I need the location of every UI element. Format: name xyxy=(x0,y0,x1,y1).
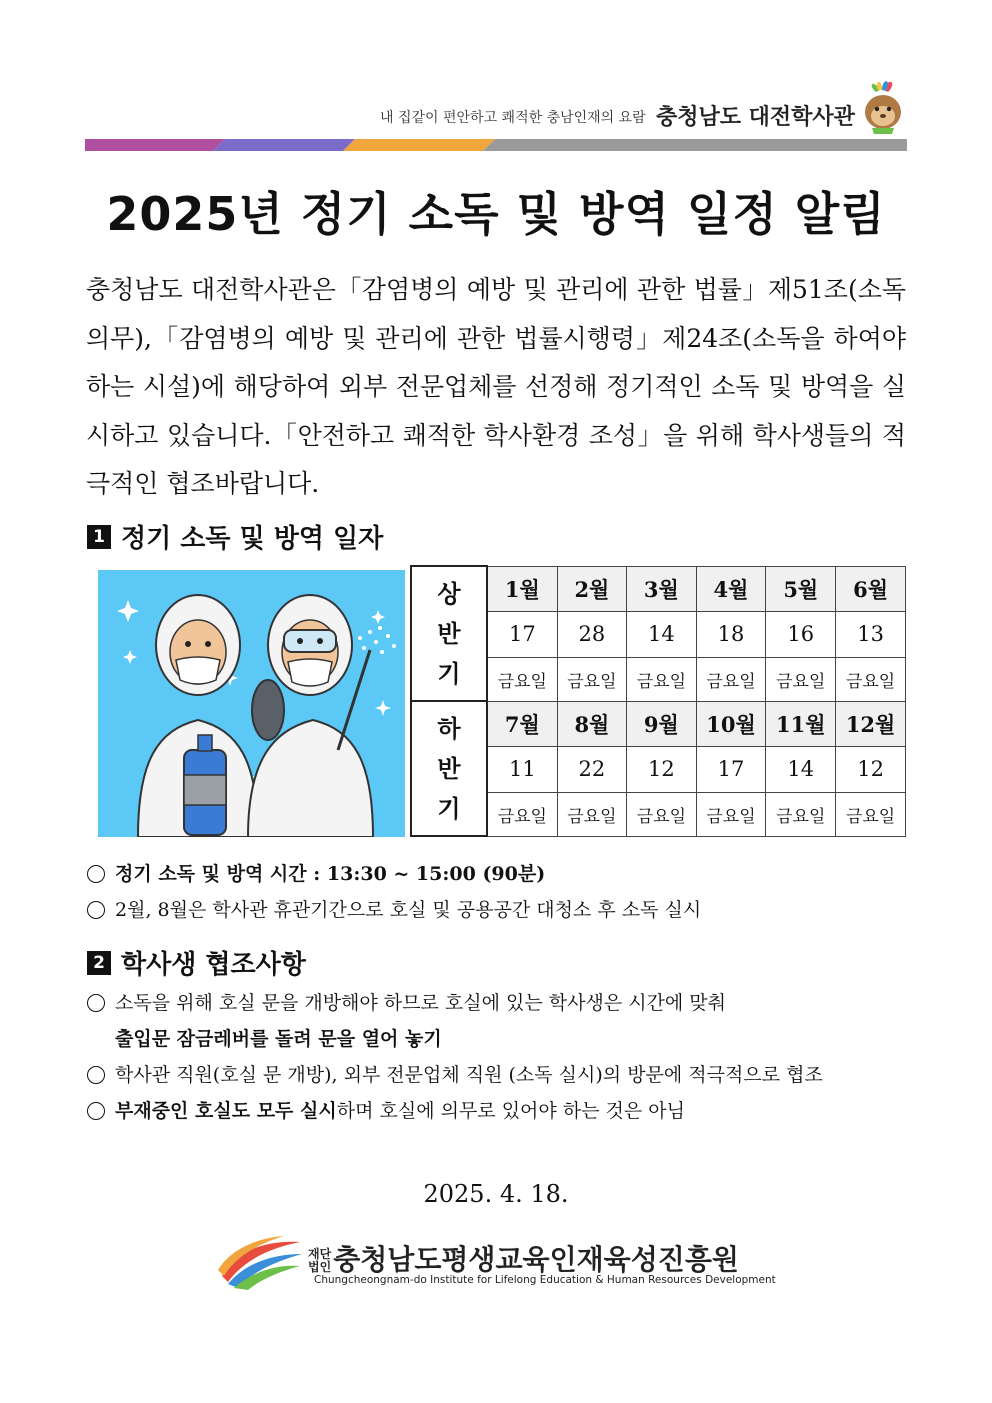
circle-bullet-icon xyxy=(87,901,105,919)
circle-bullet-icon xyxy=(87,1102,105,1120)
schedule-table xyxy=(410,565,906,837)
month-cell: 10월 xyxy=(696,701,766,746)
header-color-bar xyxy=(85,139,907,151)
cooperation-item: 소독을 위해 호실 문을 개방해야 하므로 호실에 있는 학사생은 시간에 맞춰 출입문 잠금레버를 돌려 문을 열어 놓기 xyxy=(87,985,907,1057)
note-item: 2월, 8월은 학사관 휴관기간으로 호실 및 공용공간 대청소 후 소독 실시 xyxy=(87,892,907,928)
month-cell: 11월 xyxy=(766,701,836,746)
day-cell: 16 xyxy=(766,611,836,657)
weekday-cell: 금요일 xyxy=(487,792,557,836)
day-cell: 12 xyxy=(836,746,906,792)
month-cell: 1월 xyxy=(487,566,557,611)
note-item: 정기 소독 및 방역 시간 : 13:30 ~ 15:00 (90분) xyxy=(87,856,907,892)
day-cell: 22 xyxy=(557,746,626,792)
weekday-cell: 금요일 xyxy=(487,657,557,701)
day-cell: 11 xyxy=(487,746,557,792)
section1-notes xyxy=(87,856,907,928)
day-cell: 17 xyxy=(487,611,557,657)
weekday-cell: 금요일 xyxy=(696,657,766,701)
header-slogan: 내 집같이 편안하고 쾌적한 충남인재의 요람 xyxy=(380,110,646,126)
month-cell: 4월 xyxy=(696,566,766,611)
section1-number: 1 xyxy=(87,525,111,549)
weekday-cell: 금요일 xyxy=(696,792,766,836)
circle-bullet-icon xyxy=(87,1066,105,1084)
header-org-name: 충청남도 대전학사관 xyxy=(656,105,855,130)
weekday-cell: 금요일 xyxy=(627,657,696,701)
section1-heading xyxy=(87,518,383,555)
day-cell: 18 xyxy=(696,611,766,657)
first-half-month-row xyxy=(411,566,906,611)
notice-date: 2025. 4. 18. xyxy=(423,1180,569,1208)
day-cell: 13 xyxy=(836,611,906,657)
intro-paragraph: 충청남도 대전학사관은「감염병의 예방 및 관리에 관한 법률」제51조(소독의무),「감염병의 예방 및 관리에 관한 법률시행령」제24조(소독을 하여야 하는 시설)에 해당하여 외부 전문업체를 선정해 정기적인 소독 및 방역을 실시하고 있습니다.「안전하고 쾌적한 학사환경 조성」을 위해 학사생들의 적극적인 협조바랍니다. xyxy=(86,275,906,498)
month-cell: 9월 xyxy=(627,701,696,746)
weekday-cell: 금요일 xyxy=(557,657,626,701)
section2-items xyxy=(87,985,907,1129)
section1-title: 정기 소독 및 방역 일자 xyxy=(121,524,384,554)
weekday-cell: 금요일 xyxy=(627,792,696,836)
foundation-prefix: 재단 법인 xyxy=(308,1247,332,1274)
day-cell: 14 xyxy=(627,611,696,657)
month-cell: 12월 xyxy=(836,701,906,746)
month-cell: 8월 xyxy=(557,701,626,746)
second-half-label: 하 반 기 xyxy=(411,701,487,836)
disinfection-workers-illustration xyxy=(98,570,405,837)
month-cell: 7월 xyxy=(487,701,557,746)
second-half-month-row xyxy=(411,701,906,746)
institute-name: 재단 법인충청남도평생교육인재육성진흥원 xyxy=(308,1243,739,1276)
first-half-label: 상 반 기 xyxy=(411,566,487,701)
mascot-icon xyxy=(858,76,908,136)
page-title: 2025년 정기 소독 및 방역 일정 알림 xyxy=(106,187,886,241)
day-cell: 14 xyxy=(766,746,836,792)
institute-english-name: Chungcheongnam-do Institute for Lifelong Education & Human Resources Development xyxy=(314,1274,776,1286)
month-cell: 3월 xyxy=(627,566,696,611)
day-cell: 17 xyxy=(696,746,766,792)
section2-number: 2 xyxy=(87,951,111,975)
weekday-cell: 금요일 xyxy=(766,657,836,701)
weekday-cell: 금요일 xyxy=(766,792,836,836)
section2-title: 학사생 협조사항 xyxy=(121,950,306,980)
circle-bullet-icon xyxy=(87,865,105,883)
month-cell: 5월 xyxy=(766,566,836,611)
circle-bullet-icon xyxy=(87,994,105,1012)
day-cell: 12 xyxy=(627,746,696,792)
weekday-cell: 금요일 xyxy=(836,657,906,701)
cooperation-item: 학사관 직원(호실 문 개방), 외부 전문업체 직원 (소독 실시)의 방문에 적극적으로 협조 xyxy=(87,1057,907,1093)
institute-logo-icon xyxy=(214,1232,304,1290)
cooperation-item: 부재중인 호실도 모두 실시하며 호실에 의무로 있어야 하는 것은 아님 xyxy=(87,1093,907,1129)
section2-heading xyxy=(87,944,306,981)
weekday-cell: 금요일 xyxy=(557,792,626,836)
month-cell: 6월 xyxy=(836,566,906,611)
weekday-cell: 금요일 xyxy=(836,792,906,836)
day-cell: 28 xyxy=(557,611,626,657)
month-cell: 2월 xyxy=(557,566,626,611)
